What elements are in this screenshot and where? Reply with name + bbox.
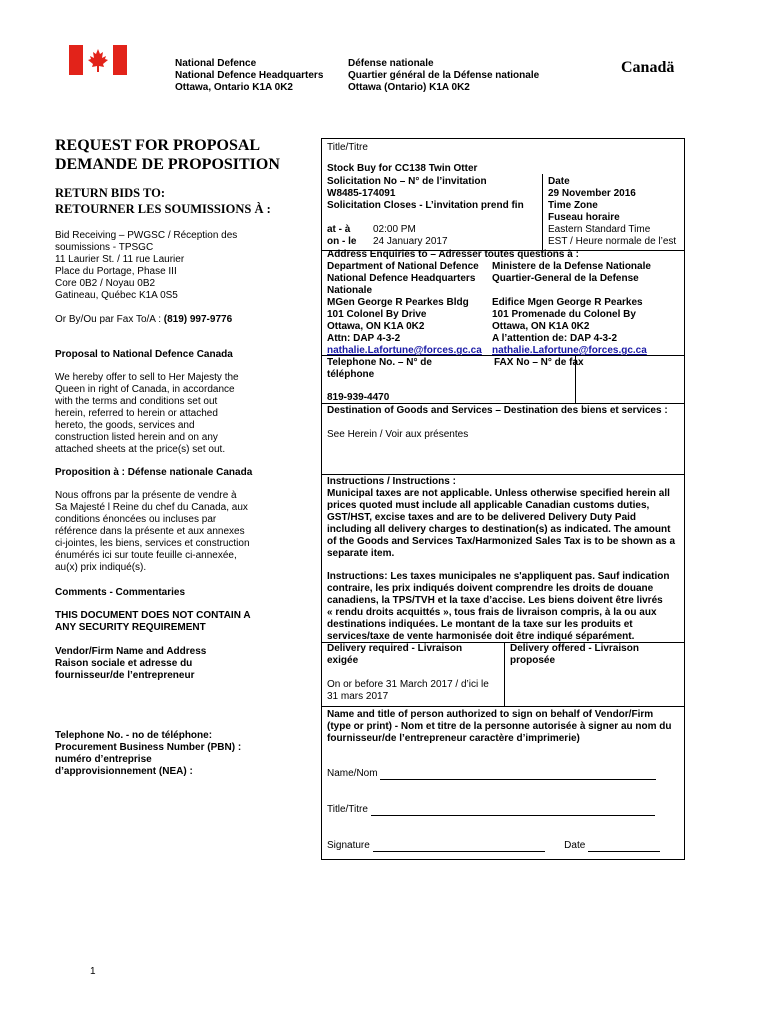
vendor-line: Raison sociale et adresse du xyxy=(55,658,193,669)
telephone-line: d’approvisionnement (NEA) : xyxy=(55,766,193,777)
tz-values xyxy=(548,224,676,248)
canada-wordmark: Canadä xyxy=(621,59,675,76)
proposal-en-line: with the terms and conditions set out xyxy=(55,396,218,407)
enquiry-en-line: Nationale xyxy=(327,285,373,296)
instructions-fr-line: Instructions: Les taxes municipales ne s'appliquent pas. Sauf indication xyxy=(327,571,670,582)
enquiry-fr-line: A l’attention de: DAP 4-3-2 xyxy=(492,333,618,344)
security-line: ANY SECURITY REQUIREMENT xyxy=(55,622,206,633)
auth-line: (type or print) - Nom et titre de la personne autorisée à signer au nom du xyxy=(327,721,672,732)
fax-label: FAX No – N° de fax xyxy=(494,357,584,368)
proposal-en-line: Queen in right of Canada, in accordance xyxy=(55,384,235,395)
proposal-en-line: hereto, the goods, services and xyxy=(55,420,195,431)
proposal-fr-line: ci-jointes, les biens, services et construction xyxy=(55,538,250,549)
instructions-fr-line: « rendu droits acquittés », tous frais de livraison compris, à la ou aux xyxy=(327,607,657,618)
header-french xyxy=(348,58,539,94)
enquiry-en-line: Attn: DAP 4-3-2 xyxy=(327,333,401,344)
divider xyxy=(321,474,685,475)
destination-value: See Herein / Voir aux présentes xyxy=(327,429,469,440)
enquiry-en-line: National Defence Headquarters xyxy=(327,273,476,284)
header-english xyxy=(175,58,323,94)
instructions-en-line: separate item. xyxy=(327,548,395,559)
enquiries-heading: Address Enquiries to – Adresser toutes questions à : xyxy=(327,249,579,260)
vendor-heading xyxy=(55,646,206,682)
canada-flag-icon xyxy=(69,45,127,75)
delivery-required-line: Delivery required - Livraison xyxy=(327,643,463,654)
security-notice xyxy=(55,610,251,634)
name-row xyxy=(327,768,656,780)
enquiry-fr-line: Ottawa, ON K1A 0K2 xyxy=(492,321,590,332)
header-fr-line: Défense nationale xyxy=(348,58,434,69)
telephone-line: numéro d’entreprise xyxy=(55,754,152,765)
proposal-fr-line: conditions énoncées ou incluses par xyxy=(55,514,217,525)
delivery-value-line: On or before 31 March 2017 / d’ici le xyxy=(327,679,489,690)
delivery-value-line: 31 mars 2017 xyxy=(327,691,389,702)
address-line: Place du Portage, Phase III xyxy=(55,266,177,277)
enquiry-fr-line: 101 Promenade du Colonel By xyxy=(492,309,636,320)
signature-row xyxy=(327,840,660,852)
name-field[interactable] xyxy=(380,769,656,780)
delivery-required-label xyxy=(327,643,462,667)
date-field[interactable] xyxy=(588,841,660,852)
fax-prefix: Or By/Ou par Fax To/A : xyxy=(55,314,164,325)
proposal-fr-heading: Proposition à : Défense nationale Canada xyxy=(55,467,253,478)
phone-label-line: téléphone xyxy=(327,369,375,380)
solicitation-value: W8485-174091 xyxy=(327,188,396,199)
proposal-en-heading: Proposal to National Defence Canada xyxy=(55,349,233,360)
closes-label: Solicitation Closes - L’invitation prend fin xyxy=(327,200,524,211)
instructions-en xyxy=(327,488,675,560)
instructions-en-line: including all delivery charges to destination(s) as indicated. The amount xyxy=(327,524,671,535)
proposal-en-line: construction listed herein and on any xyxy=(55,432,218,443)
header-fr-line: Quartier général de la Défense nationale xyxy=(348,70,540,81)
tz-label-fr: Fuseau horaire xyxy=(548,212,620,223)
solicitation-block xyxy=(327,176,524,212)
enquiry-en-line: Department of National Defence xyxy=(327,261,479,272)
address-line: Bid Receiving – PWGSC / Réception des xyxy=(55,230,238,241)
return-bids-fr: RETOURNER LES SOUMISSIONS À : xyxy=(55,202,271,216)
telephone-line: Telephone No. - no de téléphone: xyxy=(55,730,213,741)
address-line: Gatineau, Québec K1A 0S5 xyxy=(55,290,178,301)
delivery-offered-line: Delivery offered - Livraison xyxy=(510,643,639,654)
header-en-line: National Defence Headquarters xyxy=(175,70,324,81)
divider xyxy=(321,706,685,707)
proposal-fr-line: au(x) prix indiqué(s). xyxy=(55,562,147,573)
title-row xyxy=(327,804,655,816)
title-en: REQUEST FOR PROPOSAL xyxy=(55,137,261,154)
phone-value: 819-939-4470 xyxy=(327,392,390,403)
instructions-fr-line: contraire, les prix indiqués doivent comprendre les droits de douane xyxy=(327,583,654,594)
tz-value: Eastern Standard Time xyxy=(548,224,651,235)
signature-field[interactable] xyxy=(373,841,545,852)
enquiry-en-line: Ottawa, ON K1A 0K2 xyxy=(327,321,425,332)
instructions-en-line: GST/HST, excise taxes and are to be delivered Delivery Duty Paid xyxy=(327,512,637,523)
instructions-fr-line: canadiens, la TPS/TVH et la taxe d’accise. Les biens doivent être livrés xyxy=(327,595,663,606)
divider xyxy=(504,642,505,706)
instructions-fr xyxy=(327,571,669,643)
vendor-line: Vendor/Firm Name and Address xyxy=(55,646,207,657)
tz-value-fr: EST / Heure normale de l’est xyxy=(548,236,677,247)
date-value: 29 November 2016 xyxy=(548,188,636,199)
fax-line xyxy=(55,314,232,326)
at-value: 02:00 PM xyxy=(373,224,416,235)
page-number: 1 xyxy=(90,966,96,977)
enquiries-french xyxy=(492,261,651,357)
return-bids-heading xyxy=(55,185,271,217)
date-block xyxy=(548,176,636,224)
title-value: Stock Buy for CC138 Twin Otter xyxy=(327,163,478,174)
enquiry-fr-line: Edifice Mgen George R Pearkes xyxy=(492,297,643,308)
enquiry-en-line: 101 Colonel By Drive xyxy=(327,309,427,320)
delivery-required-value xyxy=(327,679,489,703)
title-fr: DEMANDE DE PROPOSITION xyxy=(55,156,280,173)
document-title xyxy=(55,136,280,174)
proposal-en-line: herein, referred to herein or attached xyxy=(55,408,218,419)
address-line: Core 0B2 / Noyau 0B2 xyxy=(55,278,156,289)
instructions-en-line: prices quoted must include all applicable Canadian customs duties, xyxy=(327,500,650,511)
on-value: 24 January 2017 xyxy=(373,236,448,247)
comments-heading: Comments - Commentaries xyxy=(55,587,186,598)
delivery-required-line: exigée xyxy=(327,655,359,666)
email-link-fr[interactable]: nathalie.Lafortune@forces.gc.ca xyxy=(492,345,647,356)
delivery-offered-label xyxy=(510,643,639,667)
destination-heading: Destination of Goods and Services – Destination des biens et services : xyxy=(327,405,668,416)
tz-label: Time Zone xyxy=(548,200,598,211)
fax-number: (819) 997-9776 xyxy=(163,314,233,325)
proposal-fr-line: énumérés ici sur toute feuille ci-annexée, xyxy=(55,550,237,561)
header-fr-line: Ottawa (Ontario) K1A 0K2 xyxy=(348,82,470,93)
enquiry-fr-line: Ministere de la Defense Nationale xyxy=(492,261,651,272)
divider xyxy=(542,174,543,250)
authorized-signer-heading xyxy=(327,709,672,745)
solicitation-label: Solicitation No – N° de l’invitation xyxy=(327,176,487,187)
address-line: soumissions - TPSGC xyxy=(55,242,154,253)
proposal-en-line: attached sheets at the price(s) set out. xyxy=(55,444,226,455)
proposal-fr-line: référence dans la présente et aux annexes xyxy=(55,526,245,537)
signature-label: Signature xyxy=(327,840,370,851)
at-label: at - à xyxy=(327,224,351,235)
title-field[interactable] xyxy=(371,805,655,816)
email-link-en[interactable]: nathalie.Lafortune@forces.gc.ca xyxy=(327,345,482,356)
proposal-fr-line: Sa Majesté l Reine du chef du Canada, aux xyxy=(55,502,248,513)
name-label: Name/Nom xyxy=(327,768,378,779)
proposal-en-body xyxy=(55,372,239,456)
delivery-offered-line: proposée xyxy=(510,655,556,666)
return-address xyxy=(55,230,237,302)
header-en-line: Ottawa, Ontario K1A 0K2 xyxy=(175,82,293,93)
vendor-line: fournisseur/de l’entrepreneur xyxy=(55,670,195,681)
security-line: THIS DOCUMENT DOES NOT CONTAIN A xyxy=(55,610,251,621)
proposal-en-line: We hereby offer to sell to Her Majesty the xyxy=(55,372,239,383)
return-bids-en: RETURN BIDS TO: xyxy=(55,186,165,200)
instructions-en-line: Municipal taxes are not applicable. Unless otherwise specified herein all xyxy=(327,488,670,499)
enquiry-en-line: MGen George R Pearkes Bldg xyxy=(327,297,469,308)
date-label: Date xyxy=(548,176,570,187)
instructions-fr-line: services/taxe de vente harmonisée doit être indiqué séparément. xyxy=(327,631,635,642)
enquiry-fr-line: Quartier-General de la Defense xyxy=(492,273,639,284)
enquiries-english xyxy=(327,261,482,357)
header-en-line: National Defence xyxy=(175,58,257,69)
title-label: Title/Titre xyxy=(327,142,368,153)
proposal-fr-line: Nous offrons par la présente de vendre à xyxy=(55,490,237,501)
instructions-heading: Instructions / Instructions : xyxy=(327,476,456,487)
phone-label-line: Telephone No. – N° de xyxy=(327,357,432,368)
instructions-fr-line: destinations indiquées. Le montant de la taxe sur les produits et xyxy=(327,619,633,630)
auth-line: Name and title of person authorized to sign on behalf of Vendor/Firm xyxy=(327,709,654,720)
telephone-line: Procurement Business Number (PBN) : xyxy=(55,742,242,753)
address-line: 11 Laurier St. / 11 rue Laurier xyxy=(55,254,185,265)
on-label: on - le xyxy=(327,236,357,247)
instructions-en-line: of the Goods and Services Tax/Harmonized Sales Tax is to be shown as a xyxy=(327,536,676,547)
auth-line: fournisseur/de l’entrepreneur caractère d’imprimerie) xyxy=(327,733,580,744)
title-field-label: Title/Titre xyxy=(327,804,368,815)
enquiry-fr-line xyxy=(492,285,651,297)
phone-label xyxy=(327,357,432,381)
date-field-label: Date xyxy=(564,840,586,851)
telephone-pbn-heading xyxy=(55,730,241,778)
proposal-fr-body xyxy=(55,490,250,574)
